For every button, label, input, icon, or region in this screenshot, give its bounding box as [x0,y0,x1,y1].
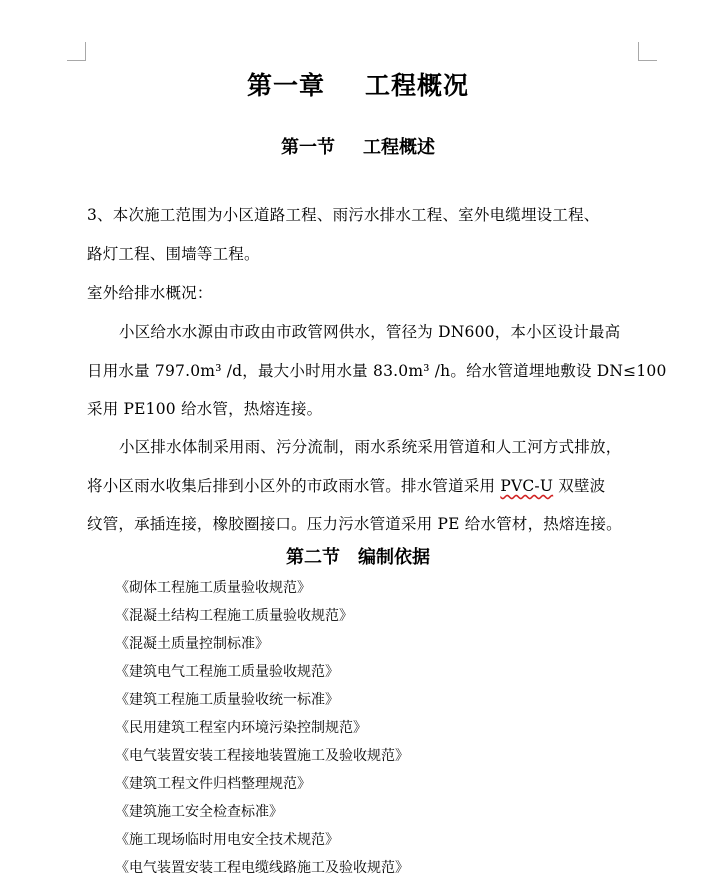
para3-line1: 小区给水水源由市政由市政管网供水，管径为 DN600，本小区设计最高 [119,323,621,341]
spellcheck-word: PVC-U [500,477,554,495]
crop-mark-top-left [67,42,86,61]
para4-line2-pre: 将小区雨水收集后排到小区外的市政雨水管。排水管道采用 [87,477,501,495]
para2-line1: 室外给排水概况： [87,284,213,302]
section-1-number: 第一节 [281,137,335,158]
para4-line2-post: 双壁波 [553,477,606,495]
reference-item: 《混凝土结构工程施工质量验收规范》 [115,608,353,624]
reference-item: 《施工现场临时用电安全技术规范》 [115,832,339,848]
para4-line1: 小区排水体制采用雨、污分流制，雨水系统采用管道和人工河方式排放， [119,438,622,456]
reference-item: 《电气装置安装工程接地装置施工及验收规范》 [115,748,409,764]
section-2-number: 第二节 [286,547,340,568]
crop-mark-top-right [638,42,657,61]
reference-item: 《建筑施工安全检查标准》 [115,804,283,820]
para1-line1: 3、本次施工范围为小区道路工程、雨污水排水工程、室外电缆埋设工程、 [87,206,600,224]
reference-item: 《民用建筑工程室内环境污染控制规范》 [115,720,367,736]
reference-item: 《建筑工程施工质量验收统一标准》 [115,692,339,708]
para3-line3: 采用 PE100 给水管，热熔连接。 [87,400,323,418]
chapter-title [0,66,716,102]
reference-item: 《电气装置安装工程电缆线路施工及验收规范》 [115,860,409,876]
chapter-name: 工程概况 [365,71,470,100]
reference-item: 《砌体工程施工质量验收规范》 [115,580,311,596]
chapter-number: 第一章 [246,71,325,100]
para4-line2 [87,474,605,496]
para4-line3: 纹管，承插连接，橡胶圈接口。压力污水管道采用 PE 给水管材，热熔连接。 [87,515,622,533]
section-2-heading [0,543,716,569]
reference-item: 《建筑电气工程施工质量验收规范》 [115,664,339,680]
reference-item: 《建筑工程文件归档整理规范》 [115,776,311,792]
reference-list [115,578,409,886]
section-1-heading [0,133,716,159]
section-1-name: 工程概述 [363,137,435,158]
reference-item: 《混凝土质量控制标准》 [115,636,269,652]
section-2-name: 编制依据 [358,547,430,568]
para1-line2: 路灯工程、围墙等工程。 [87,245,260,263]
para3-line2: 日用水量 797.0m³ /d，最大小时用水量 83.0m³ /h。给水管道埋地敷设 DN≤100 [87,362,667,380]
